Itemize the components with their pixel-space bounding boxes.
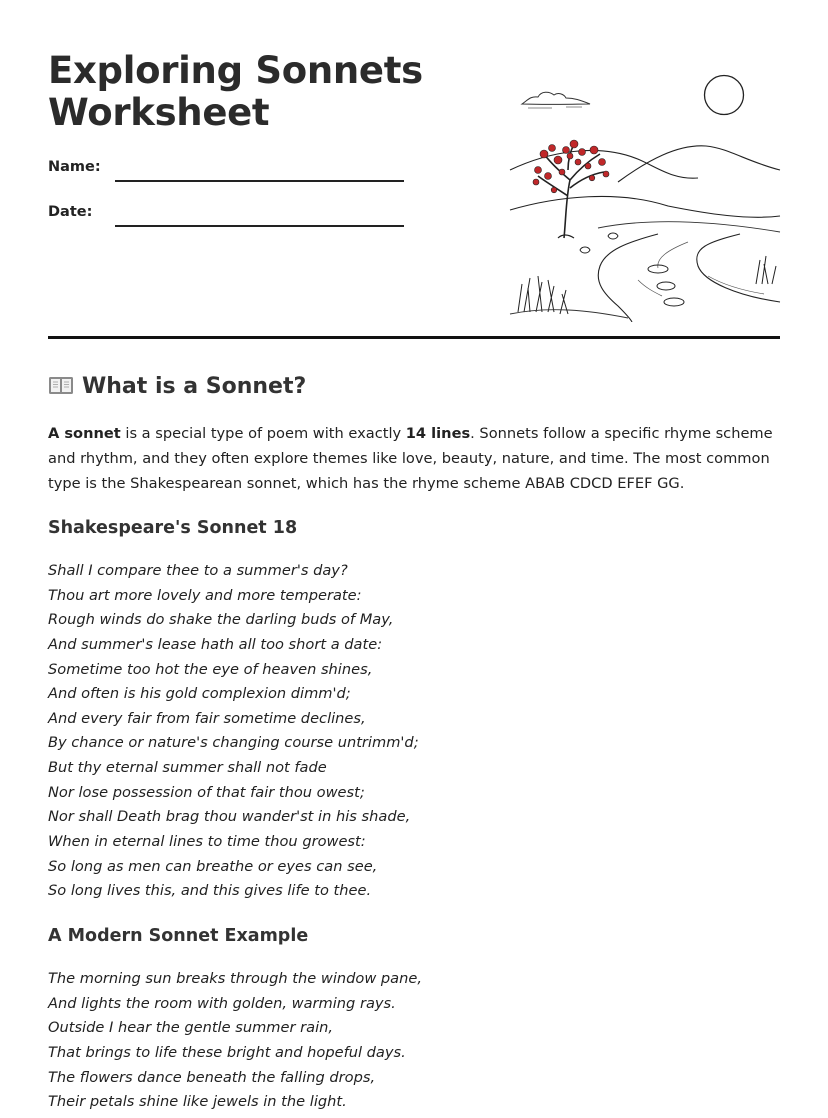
section-heading-text: What is a Sonnet? [82, 374, 307, 399]
poem-line: When in eternal lines to time thou growest: [48, 833, 366, 851]
poem-line: Sometime too hot the eye of heaven shines, [48, 660, 373, 678]
poem-line: Shall I compare thee to a summer's day? [48, 562, 348, 579]
page-title [48, 50, 423, 134]
poem-line: Rough winds do shake the darling buds of May, [48, 611, 394, 629]
date-label: Date: [48, 204, 93, 220]
poem-line: Their petals shine like jewels in the light. [48, 1093, 347, 1111]
poem-line: But thy eternal summer shall not fade [48, 759, 327, 777]
poem-line: Nor lose possession of that fair thou owest; [48, 783, 365, 801]
modern-sonnet-heading: A Modern Sonnet Example [48, 926, 309, 946]
intro-paragraph [48, 422, 783, 496]
sonnet18-poem [48, 559, 419, 904]
intro-text-2: . Sonnets follow a specific rhyme scheme and rhythm, and they often explore themes like love, beauty, nature, and time. The most common type is the Shakespearean sonnet, which has the rhyme scheme ABAB CDCD EFEF GG. [48, 425, 773, 492]
modern-sonnet-poem [48, 967, 422, 1115]
poem-line: So long as men can breathe or eyes can see, [48, 857, 378, 875]
poem-line: Outside I hear the gentle summer rain, [48, 1019, 334, 1037]
poem-line: That brings to life these bright and hopeful days. [48, 1043, 406, 1061]
header-divider [48, 336, 780, 339]
title-line-2: Worksheet [48, 91, 270, 134]
poem-line: And summer's lease hath all too short a date: [48, 635, 383, 653]
intro-bold-lines: 14 lines [405, 425, 471, 442]
cloud-icon [522, 92, 590, 104]
poem-line: Nor shall Death brag thou wander'st in his shade, [48, 808, 411, 826]
poem-line: And often is his gold complexion dimm'd; [48, 685, 351, 703]
poem-line: The morning sun breaks through the window pane, [48, 970, 422, 987]
title-line-1: Exploring Sonnets [48, 49, 423, 92]
open-book-icon [48, 374, 74, 396]
poem-line: By chance or nature's changing course untrimm'd; [48, 734, 419, 752]
sun-icon [705, 76, 744, 115]
date-line[interactable] [115, 225, 404, 227]
name-line[interactable] [115, 180, 404, 182]
name-label: Name: [48, 159, 101, 175]
tree-leaves-icon [533, 140, 609, 193]
landscape-illustration [508, 70, 782, 322]
poem-line: And lights the room with golden, warming rays. [48, 994, 396, 1012]
poem-line: The flowers dance beneath the falling drops, [48, 1068, 376, 1086]
poem-line: And every fair from fair sometime declines, [48, 709, 366, 727]
poem-line: So long lives this, and this gives life to thee. [48, 882, 372, 900]
intro-text-1: is a special type of poem with exactly [120, 425, 406, 442]
poem-line: Thou art more lovely and more temperate: [48, 586, 362, 604]
section-heading [48, 374, 306, 399]
sonnet18-heading: Shakespeare's Sonnet 18 [48, 518, 298, 538]
intro-bold-term: A sonnet [48, 425, 121, 442]
